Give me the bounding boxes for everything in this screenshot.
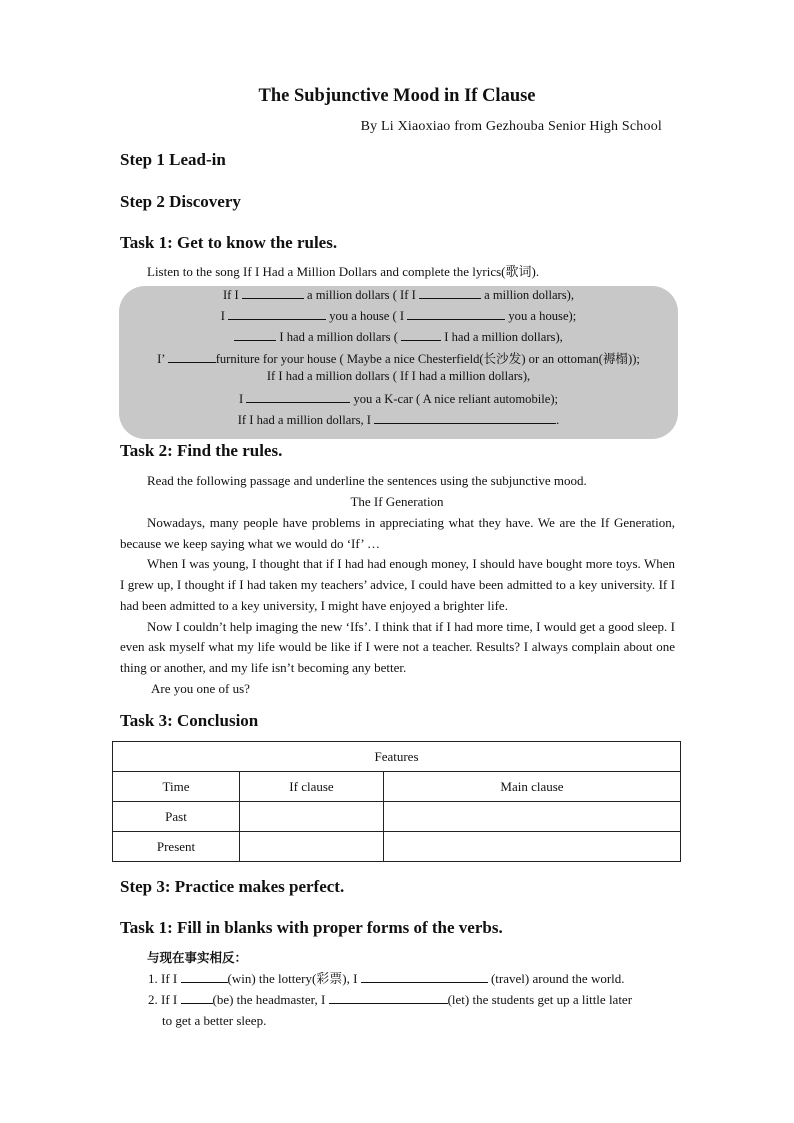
lyric-line-3: I had a million dollars ( I had a million dollars), [119, 328, 678, 345]
table-row [113, 832, 681, 862]
exercise-blank[interactable] [181, 991, 213, 1004]
lyric-blank[interactable] [168, 350, 216, 363]
exercise-blank[interactable] [181, 970, 228, 983]
table-caption-row [113, 742, 681, 772]
exercise-blank[interactable] [361, 970, 488, 983]
table-cell-time: Past [113, 802, 240, 832]
passage-paragraph-3: Now I couldn’t help imaging the new ‘Ifs’. I think that if I had more time, I would get a good sleep. I even ask myself what my life would be like if I were not a teacher. Results? I always complain about one thing or another, and my life isn’t becoming any better. [120, 618, 675, 675]
exercise-item-2: 2. If I (be) the headmaster, I (let) the students get up a little later [148, 992, 633, 1007]
table-row [113, 802, 681, 832]
table-cell-if-clause[interactable] [240, 802, 384, 832]
task1-instruction: Listen to the song If I Had a Million Dollars and complete the lyrics(歌词). [147, 264, 540, 279]
table-cell-if-clause[interactable] [240, 832, 384, 862]
lyric-line-4: I’ furniture for your house ( Maybe a nice Chesterfield(长沙发) or an ottoman(褥榻)); [157, 352, 640, 366]
features-table [112, 741, 681, 862]
passage-title: The If Generation [350, 494, 444, 509]
task2-heading: Task 2: Find the rules. [120, 441, 283, 460]
lyric-line-6: I you a K-car ( A nice reliant automobile); [238, 392, 559, 406]
task1-heading: Task 1: Get to know the rules. [120, 233, 338, 252]
passage [120, 513, 675, 699]
table-caption: Features [113, 742, 681, 772]
task1b-heading: Task 1: Fill in blanks with proper forms of the verbs. [120, 918, 503, 937]
step2-heading: Step 2 Discovery [120, 192, 241, 211]
exercise-item-2-continued: to get a better sleep. [162, 1013, 267, 1028]
exercise-blank[interactable] [329, 991, 448, 1004]
table-header-if-clause: If clause [240, 772, 384, 802]
table-header-row [113, 772, 681, 802]
task1b-subheading: 与现在事实相反： [147, 950, 248, 965]
lyric-blank[interactable] [228, 307, 326, 320]
lyric-line-5: If I had a million dollars ( If I had a million dollars), [266, 369, 531, 383]
lyric-blank[interactable] [419, 286, 481, 299]
passage-paragraph-4: Are you one of us? [151, 680, 250, 696]
lyric-line-1: If I a million dollars ( If I a million dollars), [222, 288, 574, 302]
lyric-blank[interactable] [401, 328, 441, 341]
lyric-blank[interactable] [374, 411, 556, 424]
table-cell-time: Present [113, 832, 240, 862]
lyric-blank[interactable] [234, 328, 276, 341]
lyric-blank[interactable] [246, 390, 350, 403]
step3-heading: Step 3: Practice makes perfect. [120, 877, 345, 896]
step1-heading: Step 1 Lead-in [120, 150, 226, 169]
table-header-main-clause: Main clause [384, 772, 681, 802]
task3-heading: Task 3: Conclusion [120, 711, 259, 730]
task2-instruction: Read the following passage and underline the sentences using the subjunctive mood. [147, 473, 587, 488]
passage-paragraph-1: Nowadays, many people have problems in appreciating what they have. We are the If Generation, because we keep saying what we would do ‘If’ … [120, 515, 675, 551]
byline: By Li Xiaoxiao from Gezhouba Senior High School [360, 119, 662, 134]
lyric-line-7: If I had a million dollars, I . [237, 413, 560, 427]
passage-paragraph-2: When I was young, I thought that if I had had enough money, I should have bought more toys. When I grew up, I thought if I had taken my teachers’ advice, I could have been admitted to a key university. If I had been admitted to a key university, I might have enjoyed a brighter life. [120, 556, 675, 613]
lyric-line-2: I you a house ( I you a house); [220, 309, 577, 323]
table-header-time: Time [113, 772, 240, 802]
lyric-blank[interactable] [242, 286, 304, 299]
lyric-blank[interactable] [407, 307, 505, 320]
page-title: The Subjunctive Mood in If Clause [258, 86, 536, 106]
table-cell-main-clause[interactable] [384, 802, 681, 832]
table-cell-main-clause[interactable] [384, 832, 681, 862]
exercise-item-1: 1. If I (win) the lottery(彩票), I (travel) around the world. [148, 971, 625, 986]
